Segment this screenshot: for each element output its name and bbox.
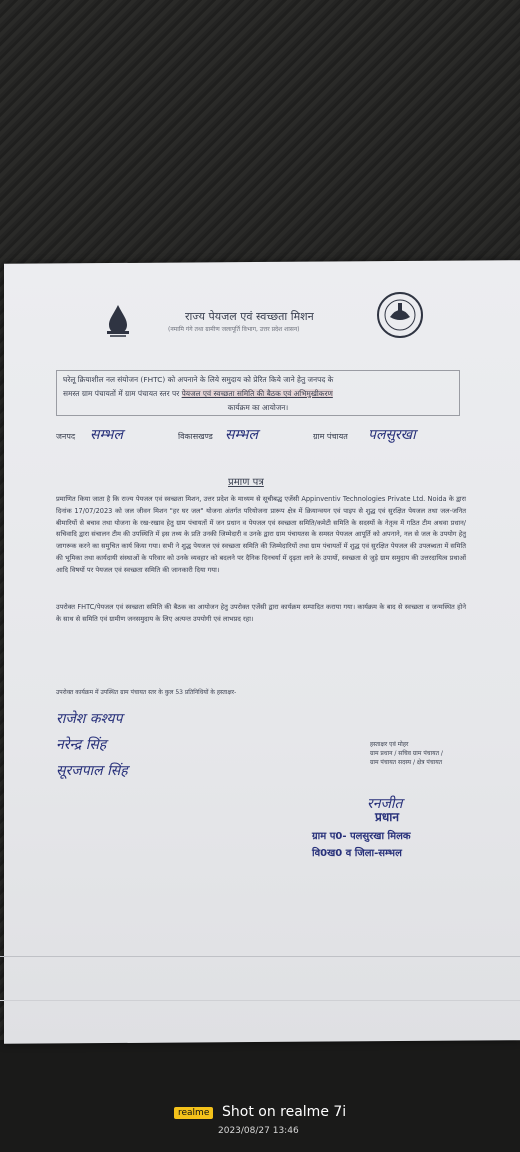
stamp-title: प्रधान: [375, 810, 399, 824]
stamp-village: ग्राम प0- पलसुरखा मिलक: [312, 831, 411, 842]
member-signature: नरेन्द्र सिंह: [56, 737, 107, 753]
body-paragraph-2: उपरोक्त FHTC/पेयजल एवं स्वच्छता समिति की बैठक का आयोजन हेतु उपरोक्त एजेंसी द्वारा कार्यक्रम सम्पादित कराया गया। कार्यक्रम के बाद से स्वच्छता व जन्मस्थित होने के साथ से समिति एवं ग्रामीण जनसमुदाय के लिए अत्यन्त उपयोगी एवं लाभप्रद रहा।: [56, 603, 466, 623]
member-signature: सूरजपाल सिंह: [56, 763, 128, 779]
subject-line-2b: पेयजल एवं स्वच्छता समिति की बैठक एवं अभिमुखीकरण: [181, 389, 333, 398]
document-header-title: राज्य पेयजल एवं स्वच्छता मिशन: [185, 310, 314, 323]
up-government-emblem-icon: [376, 291, 424, 339]
block-label: विकासखण्ड: [178, 432, 213, 441]
signature-role-1: ग्राम प्रधान / सचिव ग्राम पंचायत /: [370, 750, 443, 757]
watermark-timestamp: 2023/08/27 13:46: [218, 1126, 299, 1136]
subject-line-2: [63, 387, 453, 401]
stamp-district: वि0ख0 व जिला-सम्भल: [312, 848, 402, 859]
watermark-text: Shot on realme 7i: [222, 1104, 347, 1120]
member-signature: राजेश कश्यप: [56, 711, 123, 727]
panchayat-value: पलसुरखा: [368, 427, 416, 443]
water-drop-logo-icon: [103, 303, 133, 339]
body-paragraph-1: प्रमाणित किया जाता है कि राज्य पेयजल एवं स्वच्छता मिशन, उत्तर प्रदेश के माध्यम से सूचीबद्ध एजेंसी Appinventiv Technologies Private Ltd. Noida के द्वारा दिनांक 17/07/2023 को जल जीवन मिशन "हर घर जल" योजना अंतर्गत परियोजना प्रारूप क्षेत्र में क्रियान्वयन एवं पाइप से शुद्ध एवं सुरक्षित पेयजल तथा जल-जनित बीमारियों से बचाव तथा योजना के रख-रखाव हेतु ग्राम पंचायतों में जन प्रधान व पेयजल एवं स्वच्छता समिति/कमेटी समिति के सदस्यों के नेतृत्व में गठित टीम अथवा प्रधान/सचिवादि द्वारा संचालन टीम की उपस्थिति में इस तथ्य के प्रति उनकी जिम्मेदारी व उनके द्वारा ग्राम पंचायतस के समस्त पेयजल आपूर्ति को अपनाने, नल से जल के उपयोग हेतु जागरूक करने का समुचित कार्य किया गया। सभी ने शुद्ध पेयजल एवं स्वच्छता समिति की जिम्मेदारियों तथा ग्राम पंचायतों में शुद्ध एवं सुरक्षित पेयजल की उपलब्धता में समिति की भूमिका तथा कार्यदायी संस्थाओं के परिवार को उनके व्यवहार को बदलने पर दैनिक दिनचर्या में दृढ़ता लाने के उपायों, स्वच्छता से जुड़े ग्राम समुदाय की उत्तरदायित्व प्रथाओं आदि विषयों पर पेयजल एवं स्वच्छता समिति की जानकारी दिया गया।: [56, 495, 466, 574]
paper-fold-line: [0, 1000, 520, 1001]
panchayat-label: ग्राम पंचायत: [313, 432, 348, 441]
signature-caption: हस्ताक्षर एवं मोहर: [370, 741, 409, 748]
realme-brand-badge: realme: [174, 1107, 213, 1119]
official-signature-block: [370, 740, 443, 767]
subject-line-3: कार्यक्रम का आयोजन।: [227, 403, 289, 412]
block-value: सम्भल: [225, 427, 258, 443]
pradhan-signature: रनजीत: [367, 796, 403, 812]
attendance-note: उपरोक्त कार्यक्रम में उपस्थित ग्राम पंचायत स्तर के कुल 53 प्रतिनिधियों के हस्ताक्षर-: [56, 689, 237, 696]
member-signature-list: [56, 706, 128, 784]
subject-line-2a: समस्त ग्राम पंचायतों में ग्राम पंचायत स्तर पर: [63, 389, 180, 398]
subject-box: [56, 370, 460, 416]
signature-role-2: ग्राम पंचायत सदस्य / क्षेत्र पंचायत: [370, 759, 443, 766]
document-header-subtitle: (नमामि गंगे तथा ग्रामीण जलापूर्ति विभाग, उत्तर प्रदेश शासन): [168, 326, 300, 333]
paper-fold-line: [0, 956, 520, 957]
district-value: सम्भल: [90, 427, 123, 443]
district-label: जनपद: [56, 432, 76, 441]
subject-line-1: घरेलू क्रियाशील नल संयोजन (FHTC) को अपनाने के लिये समुदाय को प्रेरित किये जाने हेतु जनपद के: [63, 375, 334, 384]
certificate-title: प्रमाण पत्र: [228, 477, 264, 488]
